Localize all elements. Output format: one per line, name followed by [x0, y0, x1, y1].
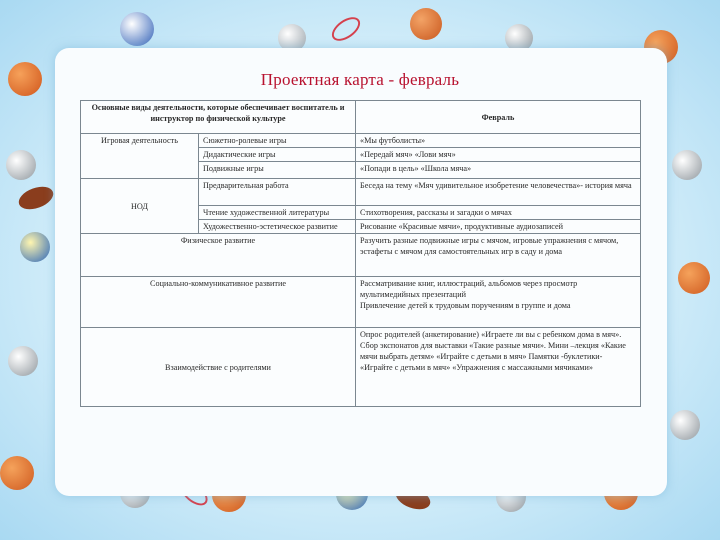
soccer-ball-icon — [672, 150, 702, 180]
parents-value: Опрос родителей (анкетирование) «Играете ли вы с ребенком дома в мяч». Сбор экспонатов для выставки «Такие разные мячи». Мини –лекция «Какие мячи выбрать детям» «Играйте с детьми в мяч» Памятки -буклетики- «Играйте с детьми в мяч» «Упражнения с массажными мячиками» — [356, 328, 641, 407]
rugby-ball-icon — [16, 182, 57, 213]
physical-development-value: Разучить разные подвижные игры с мячом, игровые упражнения с мячом, эстафеты с мячом для самостоятельных игр в саду и дома — [356, 234, 641, 277]
social-value-line: Рассматривание книг, иллюстраций, альбомов через просмотр мультимедийных презентаций — [360, 279, 578, 299]
table-row — [81, 179, 641, 206]
art-development-value: Рисование «Красивые мячи», продуктивные аудиозаписей — [356, 220, 641, 234]
social-value-line: Привлечение детей к трудовым поручениям в группе и дома — [360, 301, 571, 310]
didactic-game-value: «Передай мяч» «Лови мяч» — [356, 148, 641, 162]
basketball-icon — [678, 262, 710, 294]
role-game-value: «Мы футболисты» — [356, 134, 641, 148]
basketball-icon — [0, 456, 34, 490]
header-month: Февраль — [356, 101, 641, 134]
volleyball-icon — [120, 12, 154, 46]
soccer-ball-icon — [8, 346, 38, 376]
reading-value: Стихотворения, рассказы и загадки о мячах — [356, 206, 641, 220]
mobile-game-value: «Попади в цель» «Школа мяча» — [356, 162, 641, 179]
soccer-ball-icon — [670, 410, 700, 440]
role-game-label: Сюжетно-ролевые игры — [199, 134, 356, 148]
nod-label: НОД — [81, 179, 199, 234]
table-row — [81, 277, 641, 328]
didactic-game-label: Дидактические игры — [199, 148, 356, 162]
physical-development-label: Физическое развитие — [81, 234, 356, 277]
volleyball-icon — [20, 232, 50, 262]
social-development-label: Социально-коммуникативное развитие — [81, 277, 356, 328]
project-plan-table — [80, 100, 641, 407]
prelim-work-value: Беседа на тему «Мяч удивительное изобретение человечества»- история мяча — [356, 179, 641, 206]
mobile-game-label: Подвижные игры — [199, 162, 356, 179]
header-activities: Основные виды деятельности, которые обеспечивает воспитатель и инструктор по физической культуре — [81, 101, 356, 134]
table-row — [81, 328, 641, 407]
table-row — [81, 134, 641, 148]
racket-icon — [328, 12, 365, 45]
page-title: Проектная карта - февраль — [260, 70, 460, 89]
game-activity-label: Игровая деятельность — [81, 134, 199, 179]
art-development-label: Художественно-эстетическое развитие — [199, 220, 356, 234]
basketball-icon — [410, 8, 442, 40]
table-row — [81, 234, 641, 277]
prelim-work-label: Предварительная работа — [199, 179, 356, 206]
soccer-ball-icon — [6, 150, 36, 180]
reading-label: Чтение художественной литературы — [199, 206, 356, 220]
table-row — [81, 101, 641, 134]
parents-label: Взаимодействие с родителями — [81, 328, 356, 407]
social-development-value — [356, 277, 641, 328]
